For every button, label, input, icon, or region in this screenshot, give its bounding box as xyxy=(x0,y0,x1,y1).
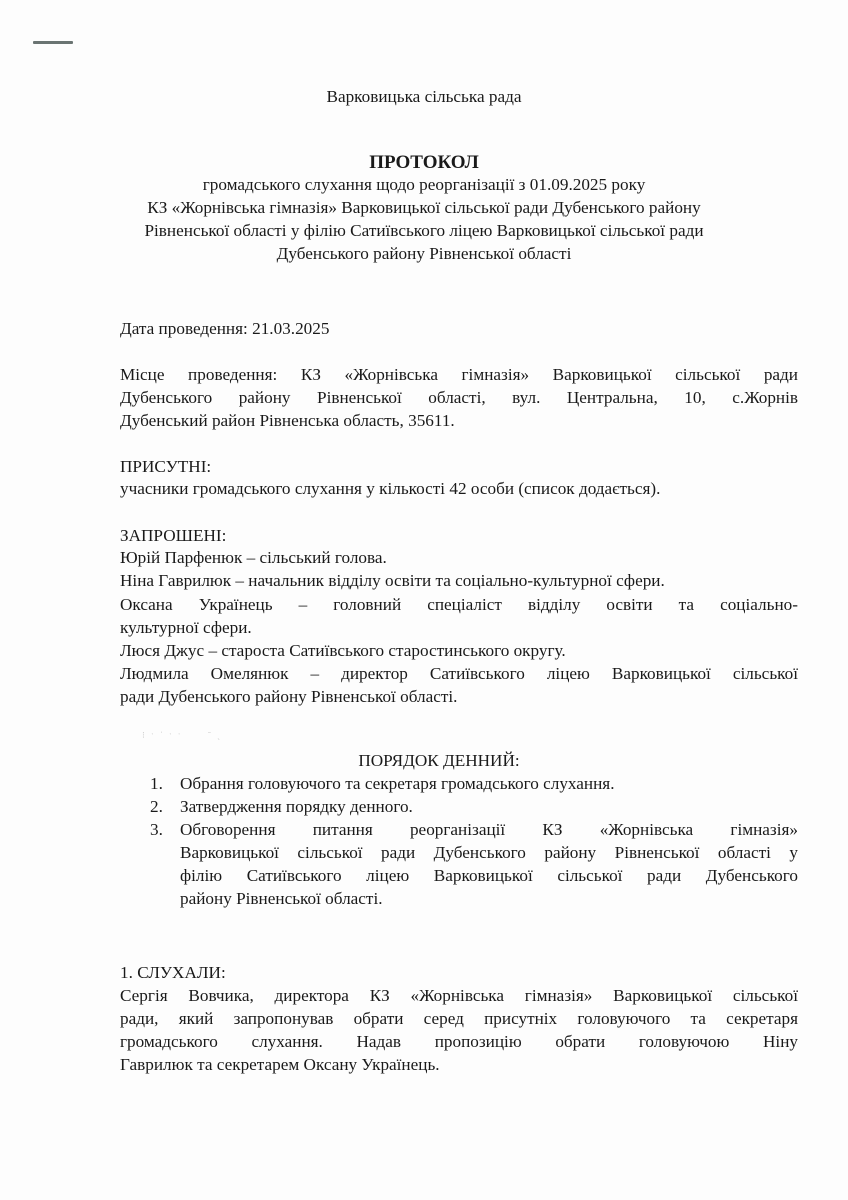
subtitle-line: Рівненської області у філію Сатиївського ліцею Варковицької сільської ради xyxy=(144,221,704,240)
agenda-item-number: 1. xyxy=(150,774,163,793)
invited-person: Юрій Парфенюк – сільський голова. xyxy=(120,548,387,567)
venue-line: Дубенського району Рівненської області, вул. Центральна, 10, с.Жорнів xyxy=(120,388,798,407)
agenda-item-text: філію Сатиївського ліцею Варковицької сільської ради Дубенського xyxy=(180,866,798,885)
heard-text: Сергія Вовчика, директора КЗ «Жорнівська гімназія» Варковицької сільської xyxy=(120,986,798,1005)
agenda-item-text: Обговорення питання реорганізації КЗ «Жорнівська гімназія» xyxy=(180,820,798,839)
heard-text: ради, який запропонував обрати серед присутніх головуючого та секретаря xyxy=(120,1009,798,1028)
meeting-date: Дата проведення: 21.03.2025 xyxy=(120,319,330,338)
scan-artifact-mark xyxy=(33,41,73,44)
document-title: ПРОТОКОЛ xyxy=(369,152,479,173)
present-heading: ПРИСУТНІ: xyxy=(120,457,212,476)
invited-person: Людмила Омелянюк – директор Сатиївського ліцею Варковицької сільської xyxy=(120,664,798,683)
subtitle-line: КЗ «Жорнівська гімназія» Варковицької сільської ради Дубенського району xyxy=(147,198,701,217)
scan-noise: ⁝ ˑ ˈ ˑ ˑ ˉ ˏ xyxy=(142,730,223,740)
venue-line: Місце проведення: КЗ «Жорнівська гімназія» Варковицької сільської ради xyxy=(120,365,798,384)
agenda-item-text: району Рівненської області. xyxy=(180,889,383,908)
venue-line: Дубенський район Рівненська область, 35611. xyxy=(120,411,455,430)
agenda-heading: ПОРЯДОК ДЕННИЙ: xyxy=(358,751,520,770)
heard-text: громадського слухання. Надав пропозицію обрати головуючою Ніну xyxy=(120,1032,798,1051)
heard-text: Гаврилюк та секретарем Оксану Українець. xyxy=(120,1055,440,1074)
agenda-item-text: Обрання головуючого та секретаря громадського слухання. xyxy=(180,774,615,793)
invited-person: Оксана Українець – головний спеціаліст відділу освіти та соціально- xyxy=(120,595,798,614)
invited-heading: ЗАПРОШЕНІ: xyxy=(120,526,227,545)
invited-person: Ніна Гаврилюк – начальник відділу освіти та соціально-культурної сфери. xyxy=(120,571,665,590)
agenda-item-text: Варковицької сільської ради Дубенського району Рівненської області у xyxy=(180,843,798,862)
invited-person: Люся Джус – староста Сатиївського старостинського округу. xyxy=(120,641,566,660)
agenda-item-number: 2. xyxy=(150,797,163,816)
heard-heading: 1. СЛУХАЛИ: xyxy=(120,963,226,982)
agenda-item-number: 3. xyxy=(150,820,163,839)
present-text: учасники громадського слухання у кількості 42 особи (список додається). xyxy=(120,479,661,498)
subtitle-line: Дубенського району Рівненської області xyxy=(276,244,572,263)
invited-person-continued: культурної сфери. xyxy=(120,618,252,637)
invited-person-continued: ради Дубенського району Рівненської області. xyxy=(120,687,458,706)
subtitle-line: громадського слухання щодо реорганізації з 01.09.2025 року xyxy=(202,175,646,194)
organization-name: Варковицька сільська рада xyxy=(326,87,522,106)
agenda-item-text: Затвердження порядку денного. xyxy=(180,797,413,816)
